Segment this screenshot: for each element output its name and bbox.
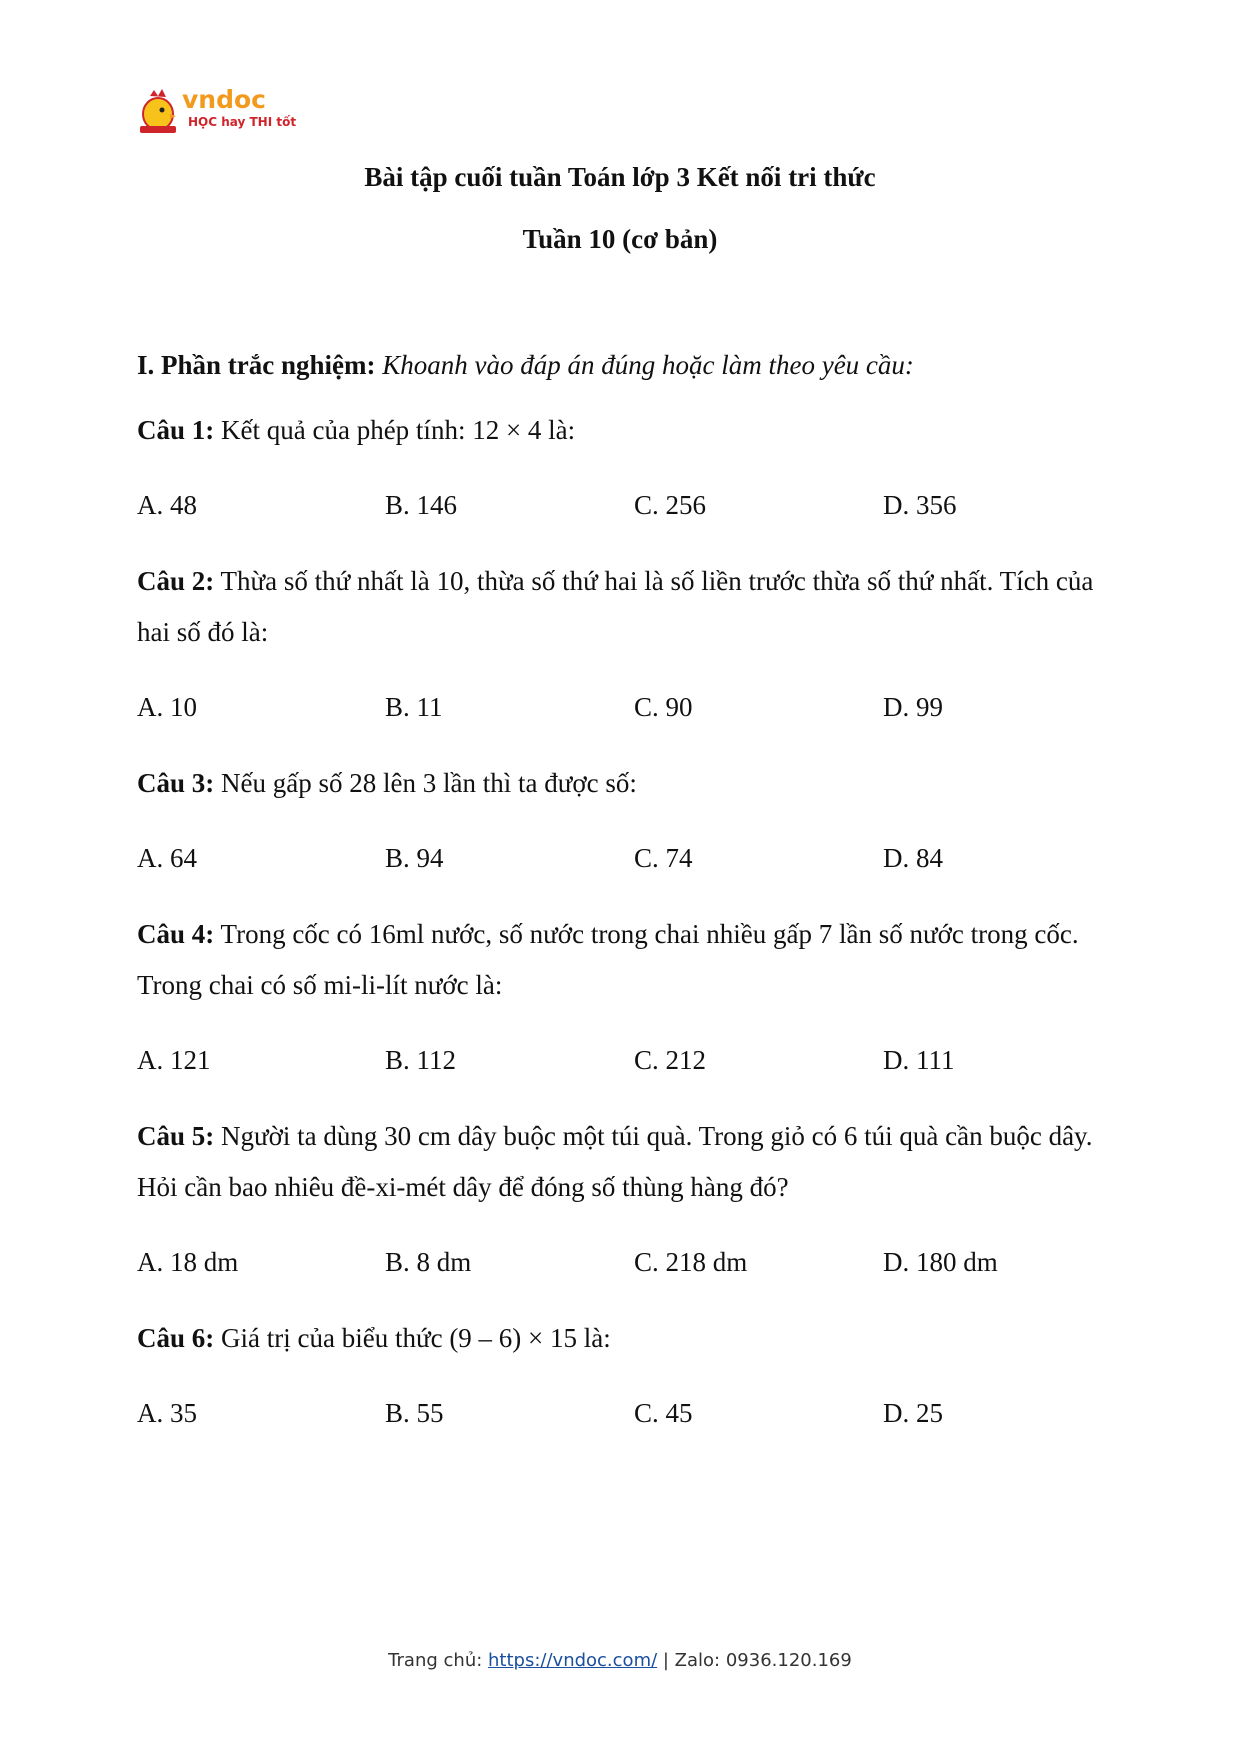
question-label: Câu 4: bbox=[137, 919, 215, 949]
option-c[interactable]: C. 90 bbox=[634, 692, 693, 722]
page-footer bbox=[0, 1650, 1240, 1671]
question-4 bbox=[137, 909, 1117, 1011]
question-label: Câu 3: bbox=[137, 768, 215, 798]
option-b[interactable]: B. 94 bbox=[385, 843, 444, 873]
section-heading bbox=[137, 350, 914, 381]
option-d[interactable]: D. 356 bbox=[883, 490, 957, 520]
option-a[interactable]: A. 64 bbox=[137, 843, 197, 873]
option-b[interactable]: B. 11 bbox=[385, 692, 443, 722]
question-6 bbox=[137, 1313, 1117, 1364]
question-2 bbox=[137, 556, 1117, 658]
section-label: I. Phần trắc nghiệm: bbox=[137, 350, 376, 380]
options-6 bbox=[137, 1398, 1137, 1438]
question-text: Người ta dùng 30 cm dây buộc một túi quà. Trong giỏ có 6 túi quà cần buộc dây. Hỏi cần bao nhiêu đề-xi-mét dây để đóng số thùng hàng đó? bbox=[137, 1121, 1093, 1202]
option-c[interactable]: C. 45 bbox=[634, 1398, 693, 1428]
section-instruction: Khoanh vào đáp án đúng hoặc làm theo yêu cầu: bbox=[382, 350, 914, 380]
option-d[interactable]: D. 111 bbox=[883, 1045, 955, 1075]
question-label: Câu 1: bbox=[137, 415, 215, 445]
question-text: Thừa số thứ nhất là 10, thừa số thứ hai là số liền trước thừa số thứ nhất. Tích của hai số đó là: bbox=[137, 566, 1094, 647]
question-label: Câu 6: bbox=[137, 1323, 215, 1353]
homepage-link[interactable]: https://vndoc.com/ bbox=[488, 1650, 658, 1671]
option-a[interactable]: A. 35 bbox=[137, 1398, 197, 1428]
vndoc-logo bbox=[136, 82, 296, 138]
option-c[interactable]: C. 218 dm bbox=[634, 1247, 748, 1277]
option-a[interactable]: A. 48 bbox=[137, 490, 197, 520]
question-text: Trong cốc có 16ml nước, số nước trong chai nhiều gấp 7 lần số nước trong cốc. Trong chai có số mi-li-lít nước là: bbox=[137, 919, 1079, 1000]
options-4 bbox=[137, 1045, 1137, 1085]
question-text: Kết quả của phép tính: 12 × 4 là: bbox=[221, 415, 576, 445]
question-1 bbox=[137, 405, 1117, 456]
page-subtitle: Tuần 10 (cơ bản) bbox=[522, 224, 718, 254]
question-5 bbox=[137, 1111, 1117, 1213]
option-c[interactable]: C. 212 bbox=[634, 1045, 707, 1075]
footer-prefix: Trang chủ: bbox=[388, 1650, 489, 1671]
option-b[interactable]: B. 55 bbox=[385, 1398, 444, 1428]
logo-brand: vndoc bbox=[182, 85, 266, 114]
question-text: Giá trị của biểu thức (9 – 6) × 15 là: bbox=[221, 1323, 611, 1353]
option-b[interactable]: B. 112 bbox=[385, 1045, 457, 1075]
question-text: Nếu gấp số 28 lên 3 lần thì ta được số: bbox=[221, 768, 637, 798]
option-a[interactable]: A. 10 bbox=[137, 692, 197, 722]
option-b[interactable]: B. 146 bbox=[385, 490, 458, 520]
options-1 bbox=[137, 490, 1137, 530]
question-3 bbox=[137, 758, 1117, 809]
question-label: Câu 5: bbox=[137, 1121, 215, 1151]
option-d[interactable]: D. 84 bbox=[883, 843, 943, 873]
page-title: Bài tập cuối tuần Toán lớp 3 Kết nối tri thức bbox=[364, 162, 876, 192]
option-c[interactable]: C. 256 bbox=[634, 490, 707, 520]
option-c[interactable]: C. 74 bbox=[634, 843, 693, 873]
option-d[interactable]: D. 180 dm bbox=[883, 1247, 998, 1277]
option-a[interactable]: A. 18 dm bbox=[137, 1247, 239, 1277]
chicken-mascot-icon bbox=[136, 82, 296, 138]
logo-slogan: HỌC hay THI tốt bbox=[188, 115, 296, 129]
options-5 bbox=[137, 1247, 1137, 1287]
options-3 bbox=[137, 843, 1137, 883]
question-label: Câu 2: bbox=[137, 566, 215, 596]
option-d[interactable]: D. 99 bbox=[883, 692, 943, 722]
option-a[interactable]: A. 121 bbox=[137, 1045, 211, 1075]
options-2 bbox=[137, 692, 1137, 732]
option-d[interactable]: D. 25 bbox=[883, 1398, 943, 1428]
footer-contact: | Zalo: 0936.120.169 bbox=[657, 1650, 852, 1671]
option-b[interactable]: B. 8 dm bbox=[385, 1247, 472, 1277]
